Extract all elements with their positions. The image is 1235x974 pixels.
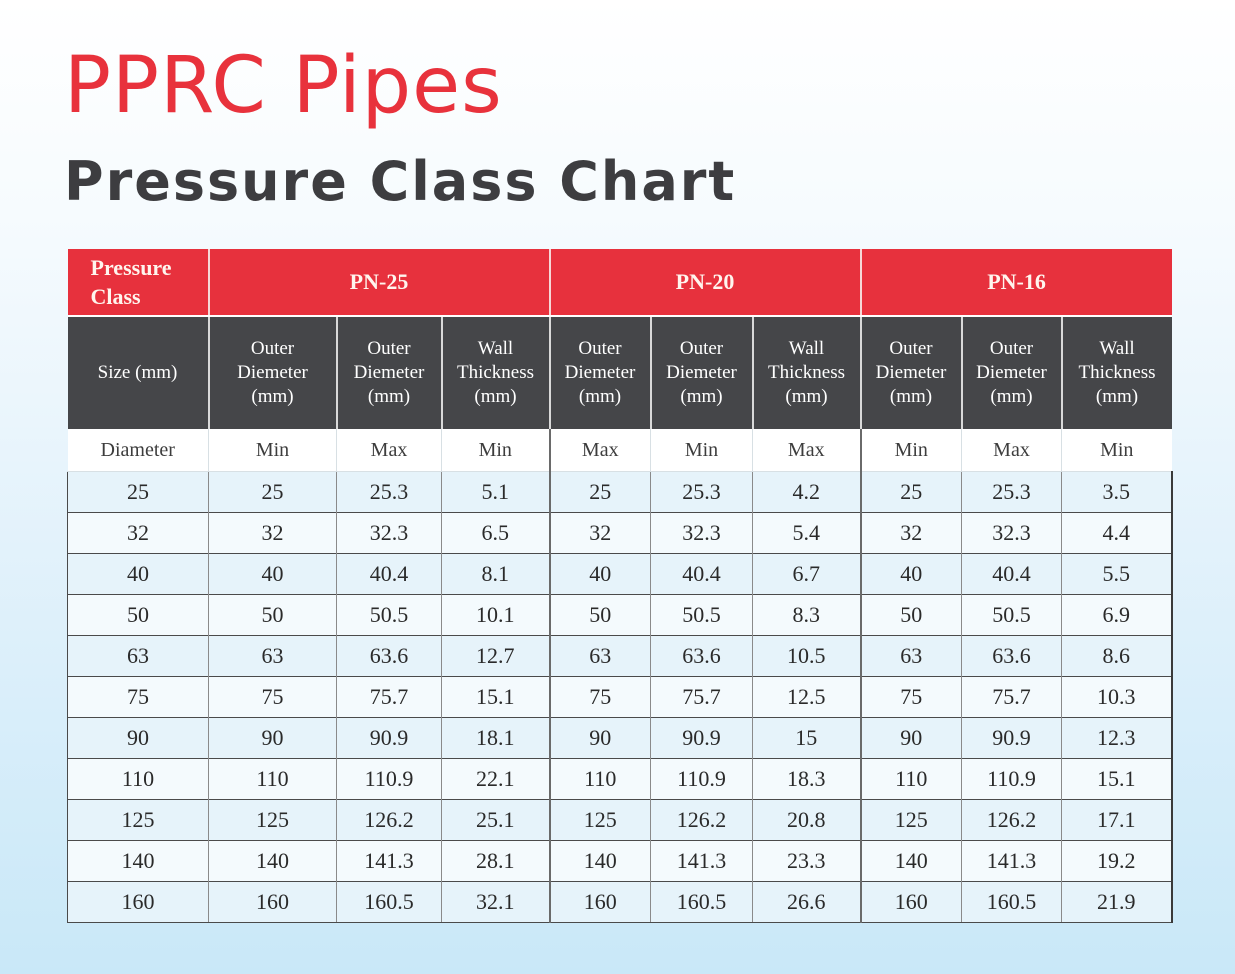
value-cell: 18.3	[753, 759, 861, 800]
value-cell: 4.2	[753, 472, 861, 513]
value-cell: 6.5	[442, 513, 550, 554]
value-cell: 90	[861, 718, 962, 759]
value-cell: 50	[209, 595, 337, 636]
value-cell: 20.8	[753, 800, 861, 841]
value-cell: 50	[861, 595, 962, 636]
column-header: Outer Diemeter (mm)	[861, 316, 962, 429]
column-header-row	[68, 316, 1172, 429]
value-cell: 25.1	[442, 800, 550, 841]
table-row	[68, 636, 1172, 677]
value-cell: 25.3	[651, 472, 753, 513]
value-cell: 19.2	[1062, 841, 1172, 882]
bound-label: Min	[442, 429, 550, 472]
group-header-pn20: PN-20	[550, 249, 861, 316]
value-cell: 21.9	[1062, 882, 1172, 923]
value-cell: 17.1	[1062, 800, 1172, 841]
value-cell: 140	[550, 841, 651, 882]
value-cell: 90	[209, 718, 337, 759]
value-cell: 75	[861, 677, 962, 718]
value-cell: 32	[861, 513, 962, 554]
value-cell: 126.2	[337, 800, 442, 841]
value-cell: 141.3	[962, 841, 1062, 882]
value-cell: 75.7	[337, 677, 442, 718]
value-cell: 10.1	[442, 595, 550, 636]
value-cell: 10.5	[753, 636, 861, 677]
page-subtitle: Pressure Class Chart	[64, 150, 737, 213]
value-cell: 5.4	[753, 513, 861, 554]
bound-label: Max	[550, 429, 651, 472]
value-cell: 4.4	[1062, 513, 1172, 554]
value-cell: 110	[209, 759, 337, 800]
value-cell: 25.3	[337, 472, 442, 513]
value-cell: 40.4	[337, 554, 442, 595]
size-header: Size (mm)	[68, 316, 209, 429]
value-cell: 90.9	[651, 718, 753, 759]
table-row	[68, 718, 1172, 759]
value-cell: 5.5	[1062, 554, 1172, 595]
size-cell: 110	[68, 759, 209, 800]
column-header: Outer Diemeter (mm)	[209, 316, 337, 429]
value-cell: 25	[861, 472, 962, 513]
value-cell: 23.3	[753, 841, 861, 882]
table-row	[68, 513, 1172, 554]
value-cell: 40.4	[962, 554, 1062, 595]
value-cell: 125	[209, 800, 337, 841]
value-cell: 32	[550, 513, 651, 554]
value-cell: 32.3	[337, 513, 442, 554]
table-row	[68, 841, 1172, 882]
table-row	[68, 595, 1172, 636]
value-cell: 75.7	[651, 677, 753, 718]
column-header: Outer Diemeter (mm)	[550, 316, 651, 429]
size-cell: 32	[68, 513, 209, 554]
value-cell: 50.5	[337, 595, 442, 636]
value-cell: 26.6	[753, 882, 861, 923]
size-cell: 63	[68, 636, 209, 677]
value-cell: 8.1	[442, 554, 550, 595]
column-header: Wall Thickness (mm)	[753, 316, 861, 429]
value-cell: 160	[550, 882, 651, 923]
value-cell: 12.7	[442, 636, 550, 677]
pressure-group-row	[68, 249, 1172, 316]
table-row	[68, 882, 1172, 923]
value-cell: 15.1	[442, 677, 550, 718]
value-cell: 32.3	[651, 513, 753, 554]
value-cell: 90	[550, 718, 651, 759]
bound-label: Max	[962, 429, 1062, 472]
value-cell: 25	[209, 472, 337, 513]
value-cell: 6.9	[1062, 595, 1172, 636]
value-cell: 50.5	[962, 595, 1062, 636]
value-cell: 125	[550, 800, 651, 841]
value-cell: 25	[550, 472, 651, 513]
value-cell: 40	[209, 554, 337, 595]
value-cell: 75.7	[962, 677, 1062, 718]
value-cell: 32.1	[442, 882, 550, 923]
value-cell: 22.1	[442, 759, 550, 800]
value-cell: 18.1	[442, 718, 550, 759]
value-cell: 63.6	[337, 636, 442, 677]
value-cell: 110	[861, 759, 962, 800]
size-cell: 90	[68, 718, 209, 759]
size-cell: 50	[68, 595, 209, 636]
pressure-class-label: Pressure Class	[68, 249, 209, 316]
bound-label: Max	[337, 429, 442, 472]
value-cell: 25.3	[962, 472, 1062, 513]
value-cell: 160.5	[962, 882, 1062, 923]
table-row	[68, 800, 1172, 841]
bound-label: Min	[1062, 429, 1172, 472]
size-cell: 160	[68, 882, 209, 923]
value-cell: 141.3	[651, 841, 753, 882]
value-cell: 126.2	[651, 800, 753, 841]
value-cell: 12.5	[753, 677, 861, 718]
value-cell: 110	[550, 759, 651, 800]
column-header: Outer Diemeter (mm)	[962, 316, 1062, 429]
value-cell: 63.6	[651, 636, 753, 677]
size-cell: 140	[68, 841, 209, 882]
bound-label: Max	[753, 429, 861, 472]
value-cell: 50	[550, 595, 651, 636]
value-cell: 160.5	[337, 882, 442, 923]
value-cell: 110.9	[337, 759, 442, 800]
value-cell: 40	[550, 554, 651, 595]
table-row	[68, 759, 1172, 800]
value-cell: 40.4	[651, 554, 753, 595]
value-cell: 90.9	[337, 718, 442, 759]
value-cell: 5.1	[442, 472, 550, 513]
column-header: Outer Diemeter (mm)	[337, 316, 442, 429]
min-max-row	[68, 429, 1172, 472]
group-header-pn16: PN-16	[861, 249, 1172, 316]
value-cell: 110.9	[651, 759, 753, 800]
table-row	[68, 554, 1172, 595]
value-cell: 141.3	[337, 841, 442, 882]
column-header: Wall Thickness (mm)	[442, 316, 550, 429]
value-cell: 63	[550, 636, 651, 677]
value-cell: 90.9	[962, 718, 1062, 759]
value-cell: 32.3	[962, 513, 1062, 554]
table-row	[68, 472, 1172, 513]
value-cell: 160.5	[651, 882, 753, 923]
value-cell: 75	[209, 677, 337, 718]
value-cell: 6.7	[753, 554, 861, 595]
size-cell: 125	[68, 800, 209, 841]
table-row	[68, 677, 1172, 718]
value-cell: 10.3	[1062, 677, 1172, 718]
size-cell: 25	[68, 472, 209, 513]
value-cell: 32	[209, 513, 337, 554]
value-cell: 140	[209, 841, 337, 882]
value-cell: 8.3	[753, 595, 861, 636]
group-header-pn25: PN-25	[209, 249, 550, 316]
size-cell: 75	[68, 677, 209, 718]
value-cell: 3.5	[1062, 472, 1172, 513]
value-cell: 12.3	[1062, 718, 1172, 759]
column-header: Wall Thickness (mm)	[1062, 316, 1172, 429]
value-cell: 50.5	[651, 595, 753, 636]
value-cell: 63	[209, 636, 337, 677]
value-cell: 8.6	[1062, 636, 1172, 677]
bound-label: Diameter	[68, 429, 209, 472]
value-cell: 63.6	[962, 636, 1062, 677]
value-cell: 15.1	[1062, 759, 1172, 800]
value-cell: 15	[753, 718, 861, 759]
pressure-class-table	[67, 249, 1173, 923]
value-cell: 75	[550, 677, 651, 718]
bound-label: Min	[861, 429, 962, 472]
value-cell: 28.1	[442, 841, 550, 882]
bound-label: Min	[209, 429, 337, 472]
page-title: PPRC Pipes	[64, 41, 503, 131]
column-header: Outer Diemeter (mm)	[651, 316, 753, 429]
value-cell: 63	[861, 636, 962, 677]
value-cell: 126.2	[962, 800, 1062, 841]
value-cell: 160	[861, 882, 962, 923]
value-cell: 160	[209, 882, 337, 923]
bound-label: Min	[651, 429, 753, 472]
value-cell: 125	[861, 800, 962, 841]
size-cell: 40	[68, 554, 209, 595]
value-cell: 110.9	[962, 759, 1062, 800]
value-cell: 40	[861, 554, 962, 595]
value-cell: 140	[861, 841, 962, 882]
